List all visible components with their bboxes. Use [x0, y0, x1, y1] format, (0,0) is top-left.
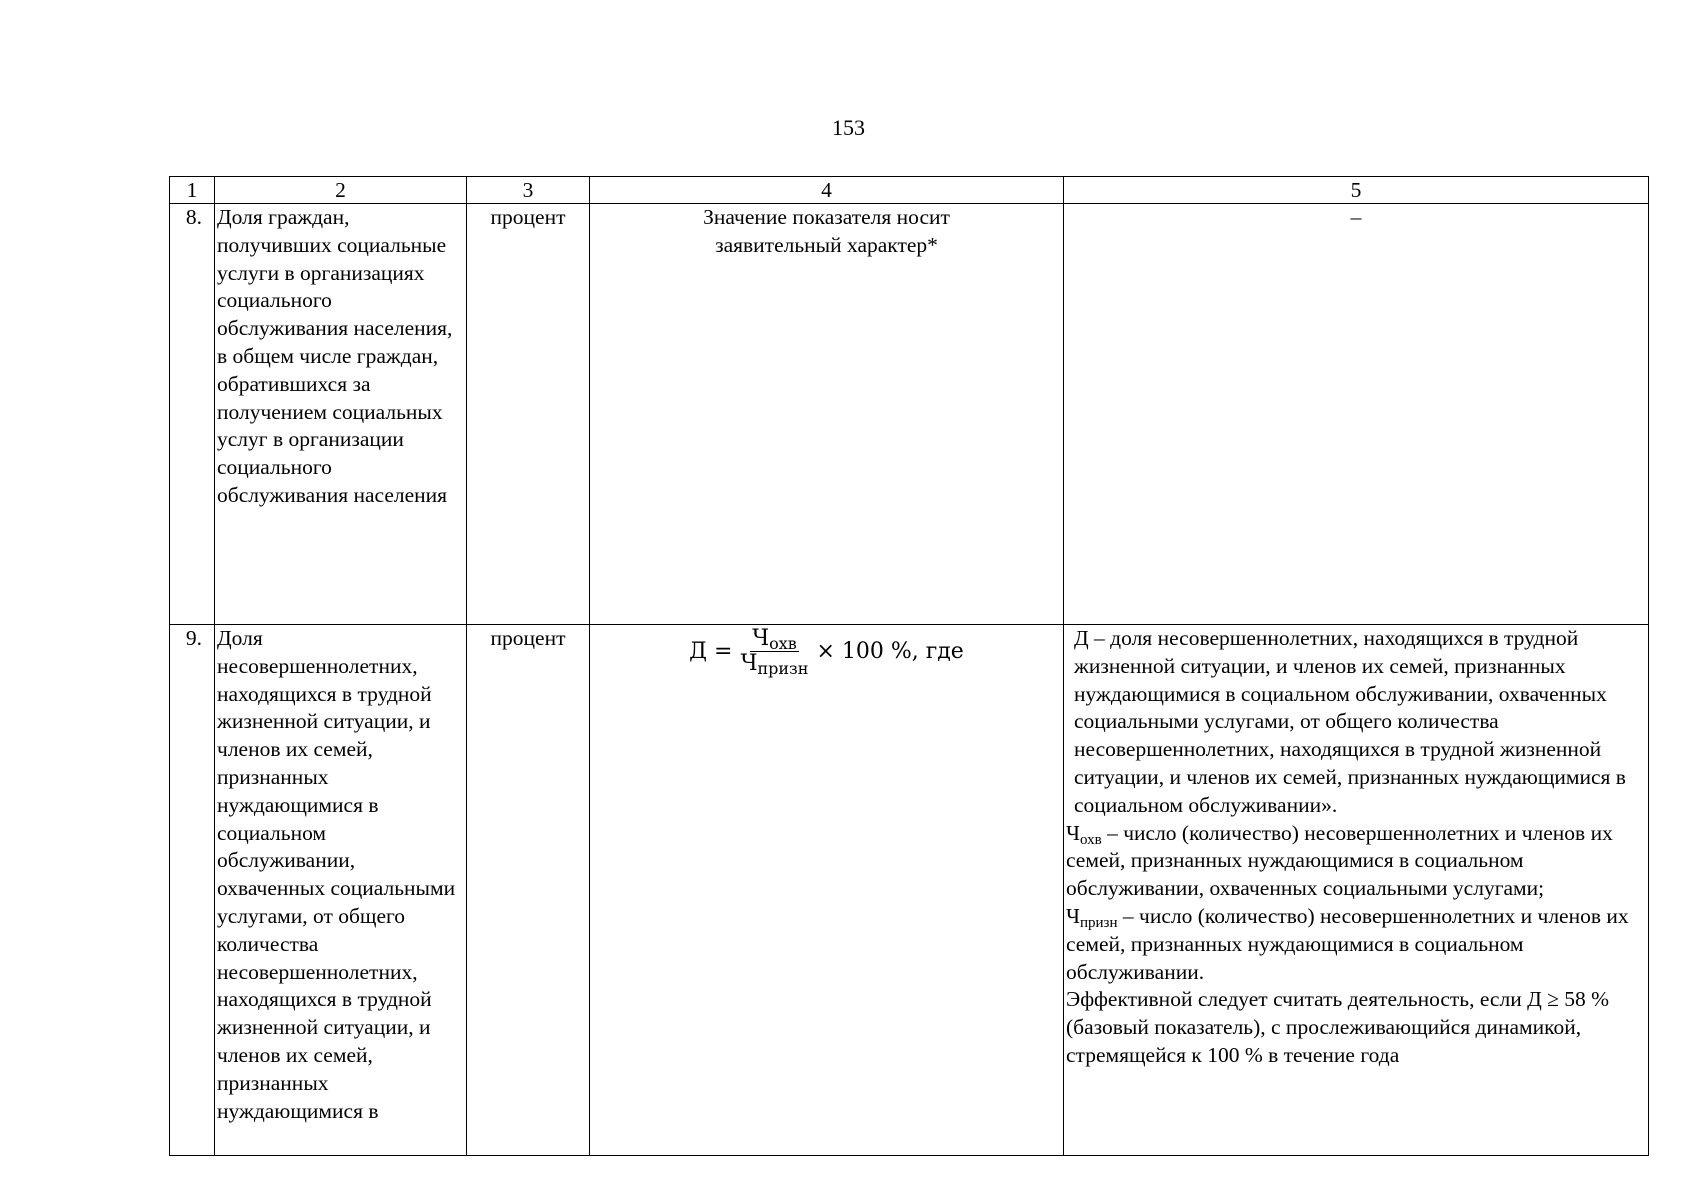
denominator-base: Ч — [740, 651, 758, 676]
ohv-text: – число (количество) несовершеннолетних и членов их семей, признанных нуждающимися в социальном обслуживании, охваченных социальными услугами; — [1066, 820, 1613, 901]
ohv-sub: охв — [1079, 831, 1102, 848]
formula-numerator — [750, 627, 799, 652]
table-header-row — [170, 177, 1649, 204]
table-row — [170, 204, 1649, 625]
formula-denominator — [738, 652, 810, 676]
header-col-3: 3 — [467, 177, 590, 204]
row-number: 8. — [170, 204, 215, 625]
indicator-table — [169, 176, 1649, 1156]
formula — [689, 627, 964, 676]
header-col-2: 2 — [215, 177, 467, 204]
indicator-unit: процент — [467, 204, 590, 625]
prizn-sub: призн — [1079, 914, 1118, 931]
indicator-name: Доля несовершеннолетних, находящихся в трудной жизненной ситуации, и членов их семей, признанных нуждающимися в социальном обслуживании, охваченных социальными услугами, от общего количества несовершеннолетних, находящихся в трудной жизненной ситуации, и членов их семей, признанных нуждающимися в — [215, 625, 467, 1156]
formula-fraction — [738, 627, 810, 676]
header-col-5: 5 — [1064, 177, 1649, 204]
header-col-4: 4 — [590, 177, 1064, 204]
calculation-method — [590, 625, 1064, 1156]
indicator-note: – — [1064, 204, 1649, 625]
header-col-1: 1 — [170, 177, 215, 204]
page-number: 153 — [832, 115, 865, 140]
ohv-base: Ч — [1066, 820, 1080, 845]
indicator-description — [1064, 625, 1649, 1156]
prizn-base: Ч — [1066, 903, 1080, 928]
method-text: Значение показателя носит заявительный характер* — [703, 205, 950, 257]
indicator-name: Доля граждан, получивших социальные услуги в организациях социального обслуживания населения, в общем числе граждан, обратившихся за получением социальных услуг в организации социального обслуживания населения — [215, 204, 467, 625]
row-number: 9. — [170, 625, 215, 1156]
formula-rhs: × 100 %, где — [816, 638, 964, 664]
numerator-sub: охв — [769, 634, 797, 653]
formula-lhs: Д = — [689, 638, 733, 664]
denominator-sub: призн — [757, 659, 809, 678]
description-d: Д – доля несовершеннолетних, находящихся в трудной жизненной ситуации, и членов их семей, признанных нуждающимися в социальном обслуживании, охваченных социальными услугами, от общего количества несовершеннолетних, находящихся в трудной жизненной ситуации, и членов их семей, признанных нуждающимися в социальном обслуживании». — [1074, 626, 1626, 817]
description-prizn — [1066, 903, 1646, 986]
numerator-base: Ч — [752, 626, 770, 651]
calculation-method — [590, 204, 1064, 625]
prizn-text: – число (количество) несовершеннолетних и членов их семей, признанных нуждающимися в социальном обслуживании. — [1066, 903, 1629, 984]
indicator-unit: процент — [467, 625, 590, 1156]
description-ohv — [1066, 820, 1646, 903]
table-row — [170, 625, 1649, 1156]
description-effective: Эффективной следует считать деятельность, если Д ≥ 58 % (базовый показатель), с прослеживающийся динамикой, стремящейся к 100 % в течение года — [1066, 987, 1610, 1067]
